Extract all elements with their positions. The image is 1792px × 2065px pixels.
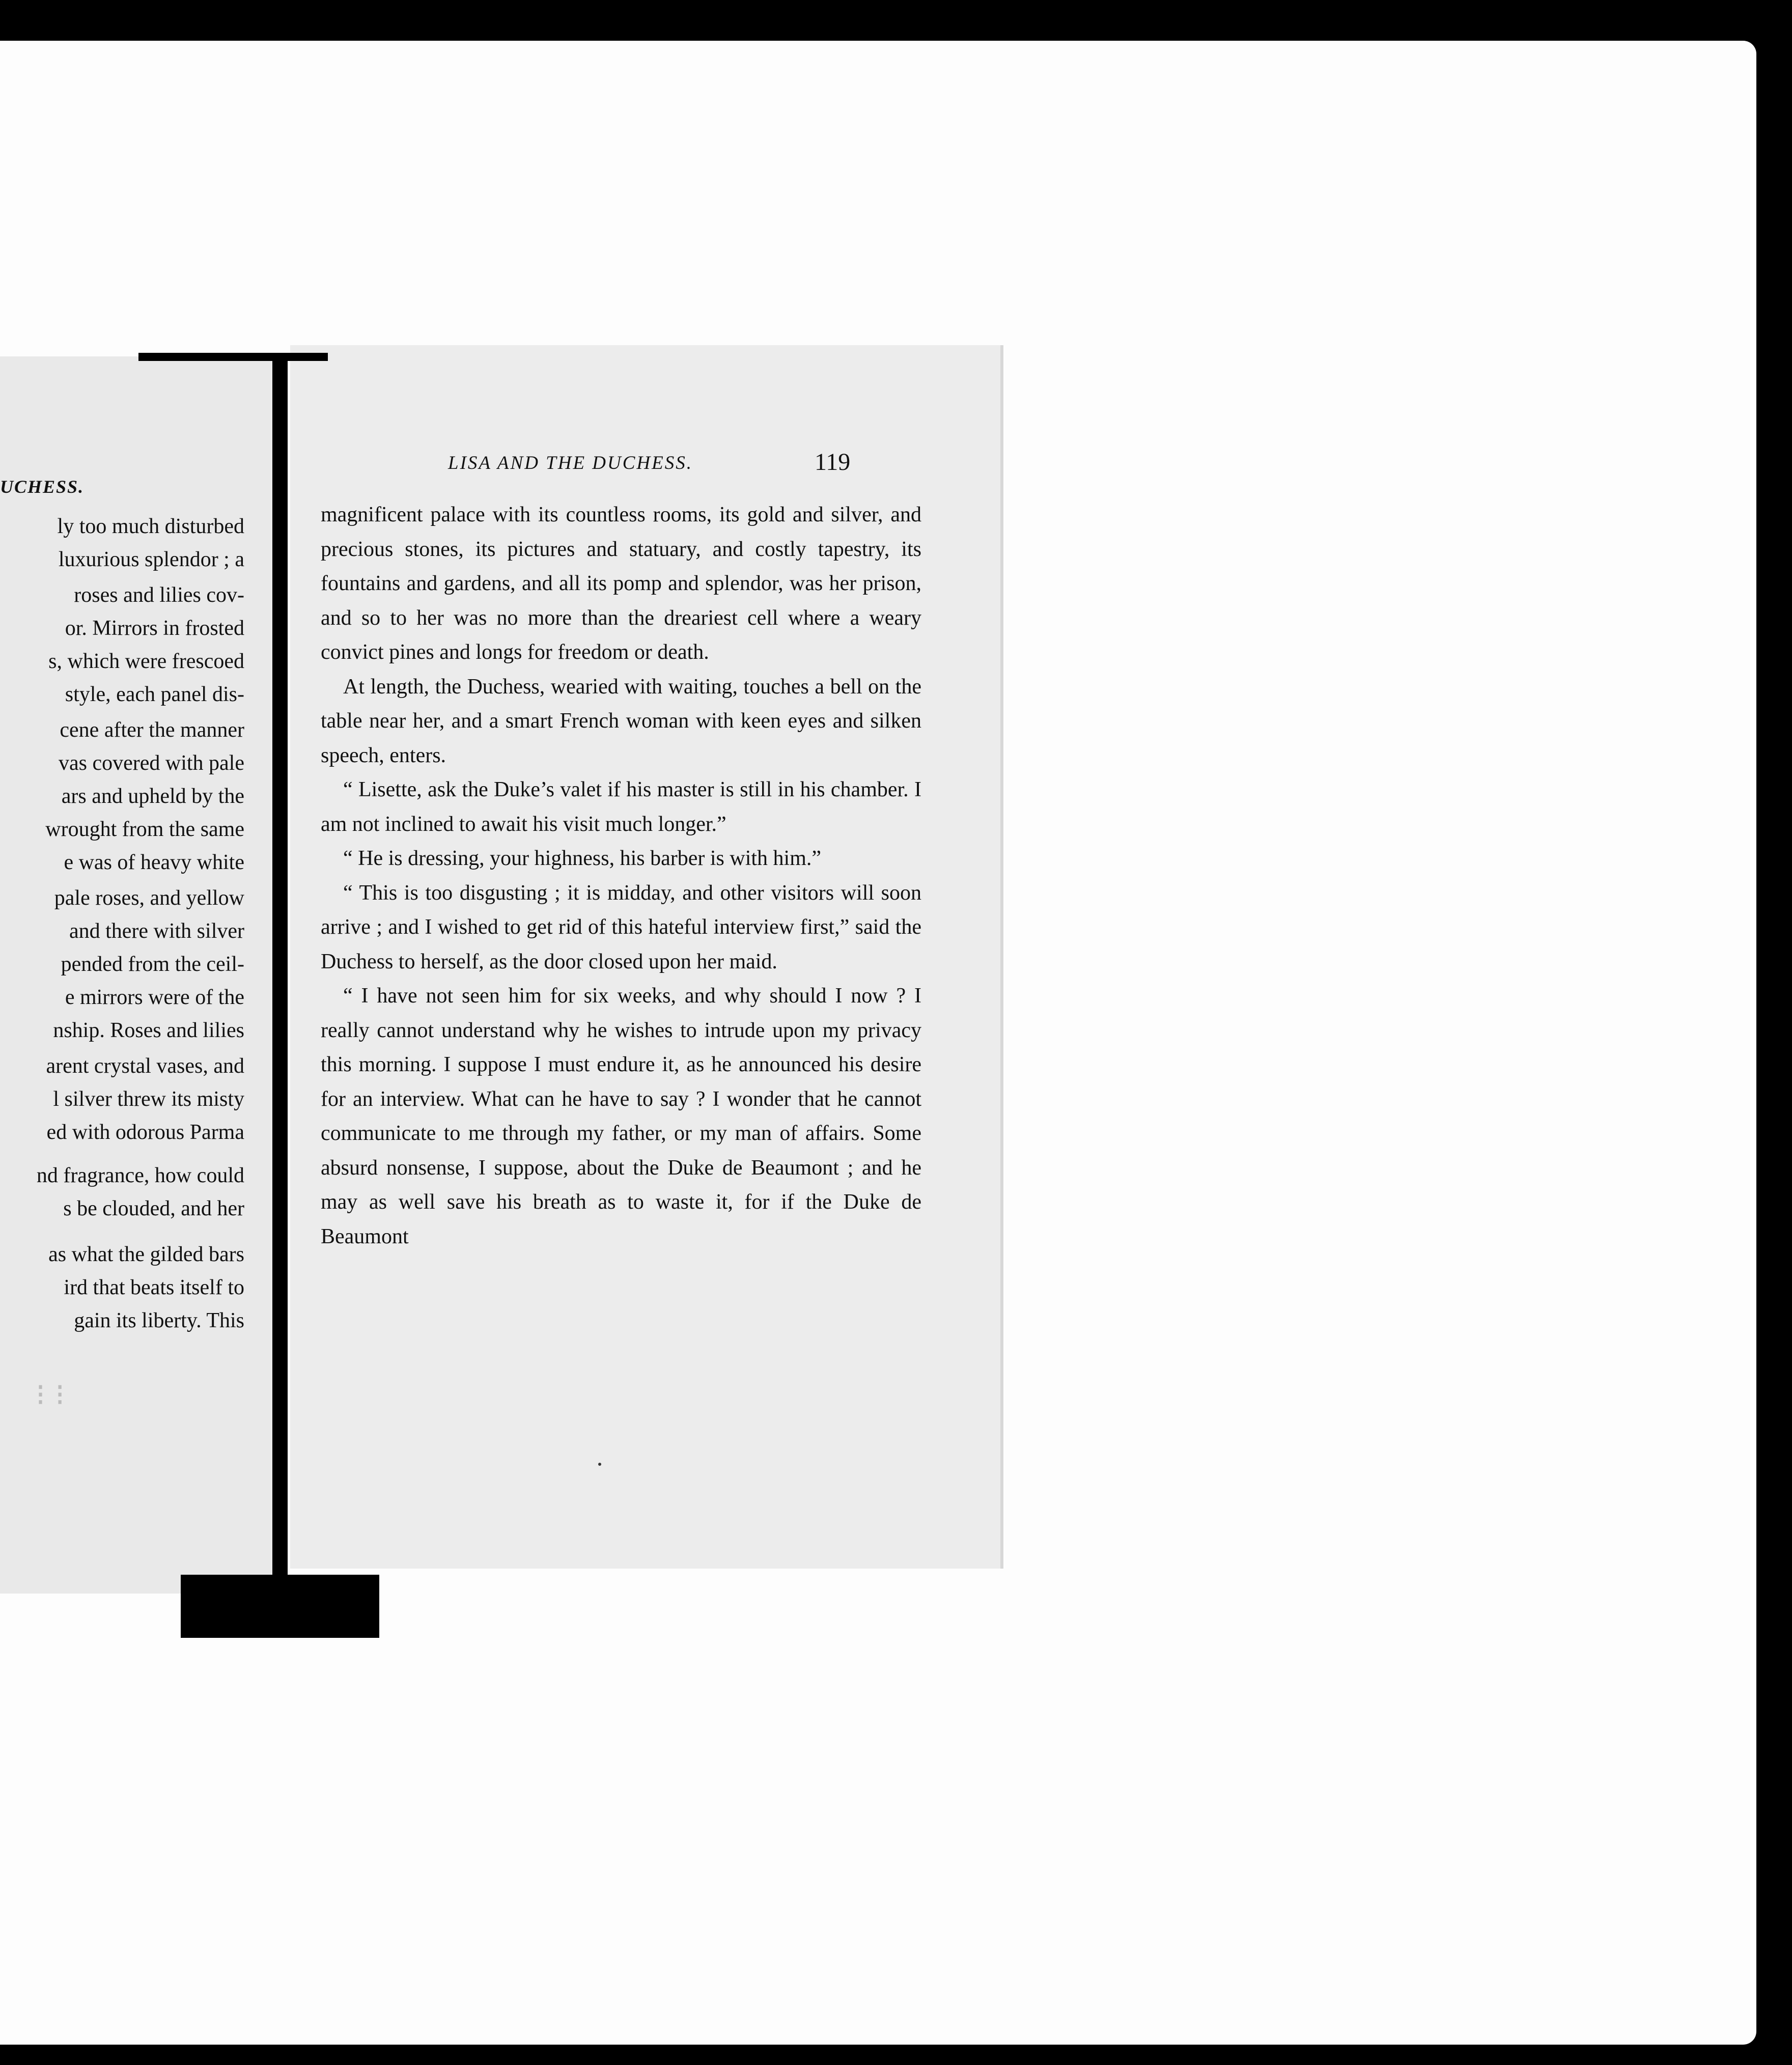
left-text-line: e mirrors were of the bbox=[65, 986, 244, 1009]
left-text-line: l silver threw its misty bbox=[53, 1087, 244, 1111]
left-text-line: e was of heavy white bbox=[64, 851, 244, 874]
left-text-line: vas covered with pale bbox=[58, 751, 244, 775]
left-text-line: or. Mirrors in frosted bbox=[65, 617, 244, 640]
paragraph: “ He is dressing, your highness, his barber is with him.” bbox=[343, 847, 822, 870]
right-page bbox=[290, 345, 1003, 1569]
ink-dot bbox=[598, 1463, 601, 1466]
left-page bbox=[0, 356, 285, 1594]
left-text-line: cene after the manner bbox=[60, 718, 244, 742]
paragraph: magnificent palace with its countless rooms, its gold and silver, and precious stones, its pictures and statuary, and costly tapestry, its fountains and gardens, and all its pomp and splendor, was her prison, and so to her was no more than the dreariest cell where a weary convict pines and longs for freedom or death. bbox=[321, 503, 921, 664]
left-text-line: nship. Roses and lilies bbox=[53, 1019, 244, 1042]
left-text-line: s be clouded, and her bbox=[63, 1197, 244, 1220]
left-text-line: arent crystal vases, and bbox=[46, 1054, 244, 1078]
left-text-line: ly too much disturbed bbox=[57, 515, 244, 538]
left-text-line: as what the gilded bars bbox=[48, 1243, 244, 1266]
left-text-line: ars and upheld by the bbox=[61, 785, 244, 808]
page-smudge: ⁝ ⁝ bbox=[36, 1377, 65, 1413]
left-text-line: s, which were frescoed bbox=[48, 650, 244, 673]
left-text-line: wrought from the same bbox=[45, 818, 244, 841]
body-text bbox=[321, 498, 921, 1254]
left-running-header: UCHESS. bbox=[0, 477, 85, 497]
left-text-line: style, each panel dis- bbox=[65, 683, 244, 706]
paragraph: “ This is too disgusting ; it is midday, and other visitors will soon arrive ; and I wished to get rid of this hateful interview first,” said the Duchess to herself, as the door closed upon her maid. bbox=[321, 881, 921, 973]
paragraph: At length, the Duchess, wearied with waiting, touches a bell on the table near her, and a smart French woman with keen eyes and silken speech, enters. bbox=[321, 675, 921, 767]
left-text-line: pale roses, and yellow bbox=[54, 886, 244, 910]
left-text-line: ed with odorous Parma bbox=[46, 1121, 244, 1144]
left-text-line: luxurious splendor ; a bbox=[58, 548, 244, 571]
left-text-line: gain its liberty. This bbox=[74, 1309, 244, 1332]
gutter-bar bbox=[272, 356, 288, 1576]
paragraph: “ I have not seen him for six weeks, and why should I now ? I really cannot understand why he wishes to intrude upon my privacy this morning. I suppose I must endure it, as he announced his desire for an interview. What can he have to say ? I wonder that he cannot communicate to me through my father, or my man of affairs. Some absurd nonsense, I suppose, about the Duke de Beaumont ; and he may as well save his breath as to waste it, for if the Duke de Beaumont bbox=[321, 984, 921, 1248]
page-number: 119 bbox=[815, 449, 851, 476]
gutter-bar-bottom bbox=[181, 1575, 379, 1638]
left-text-line: roses and lilies cov- bbox=[74, 583, 244, 607]
left-text-line: ird that beats itself to bbox=[64, 1276, 244, 1299]
left-text-line: and there with silver bbox=[69, 919, 244, 943]
running-header: LISA AND THE DUCHESS. bbox=[448, 453, 693, 473]
gutter-bar-top bbox=[138, 353, 328, 361]
paragraph: “ Lisette, ask the Duke’s valet if his master is still in his chamber. I am not inclined to await his visit much longer.” bbox=[321, 778, 921, 836]
left-text-line: pended from the ceil- bbox=[61, 953, 244, 976]
left-text-line: nd fragrance, how could bbox=[36, 1164, 244, 1187]
